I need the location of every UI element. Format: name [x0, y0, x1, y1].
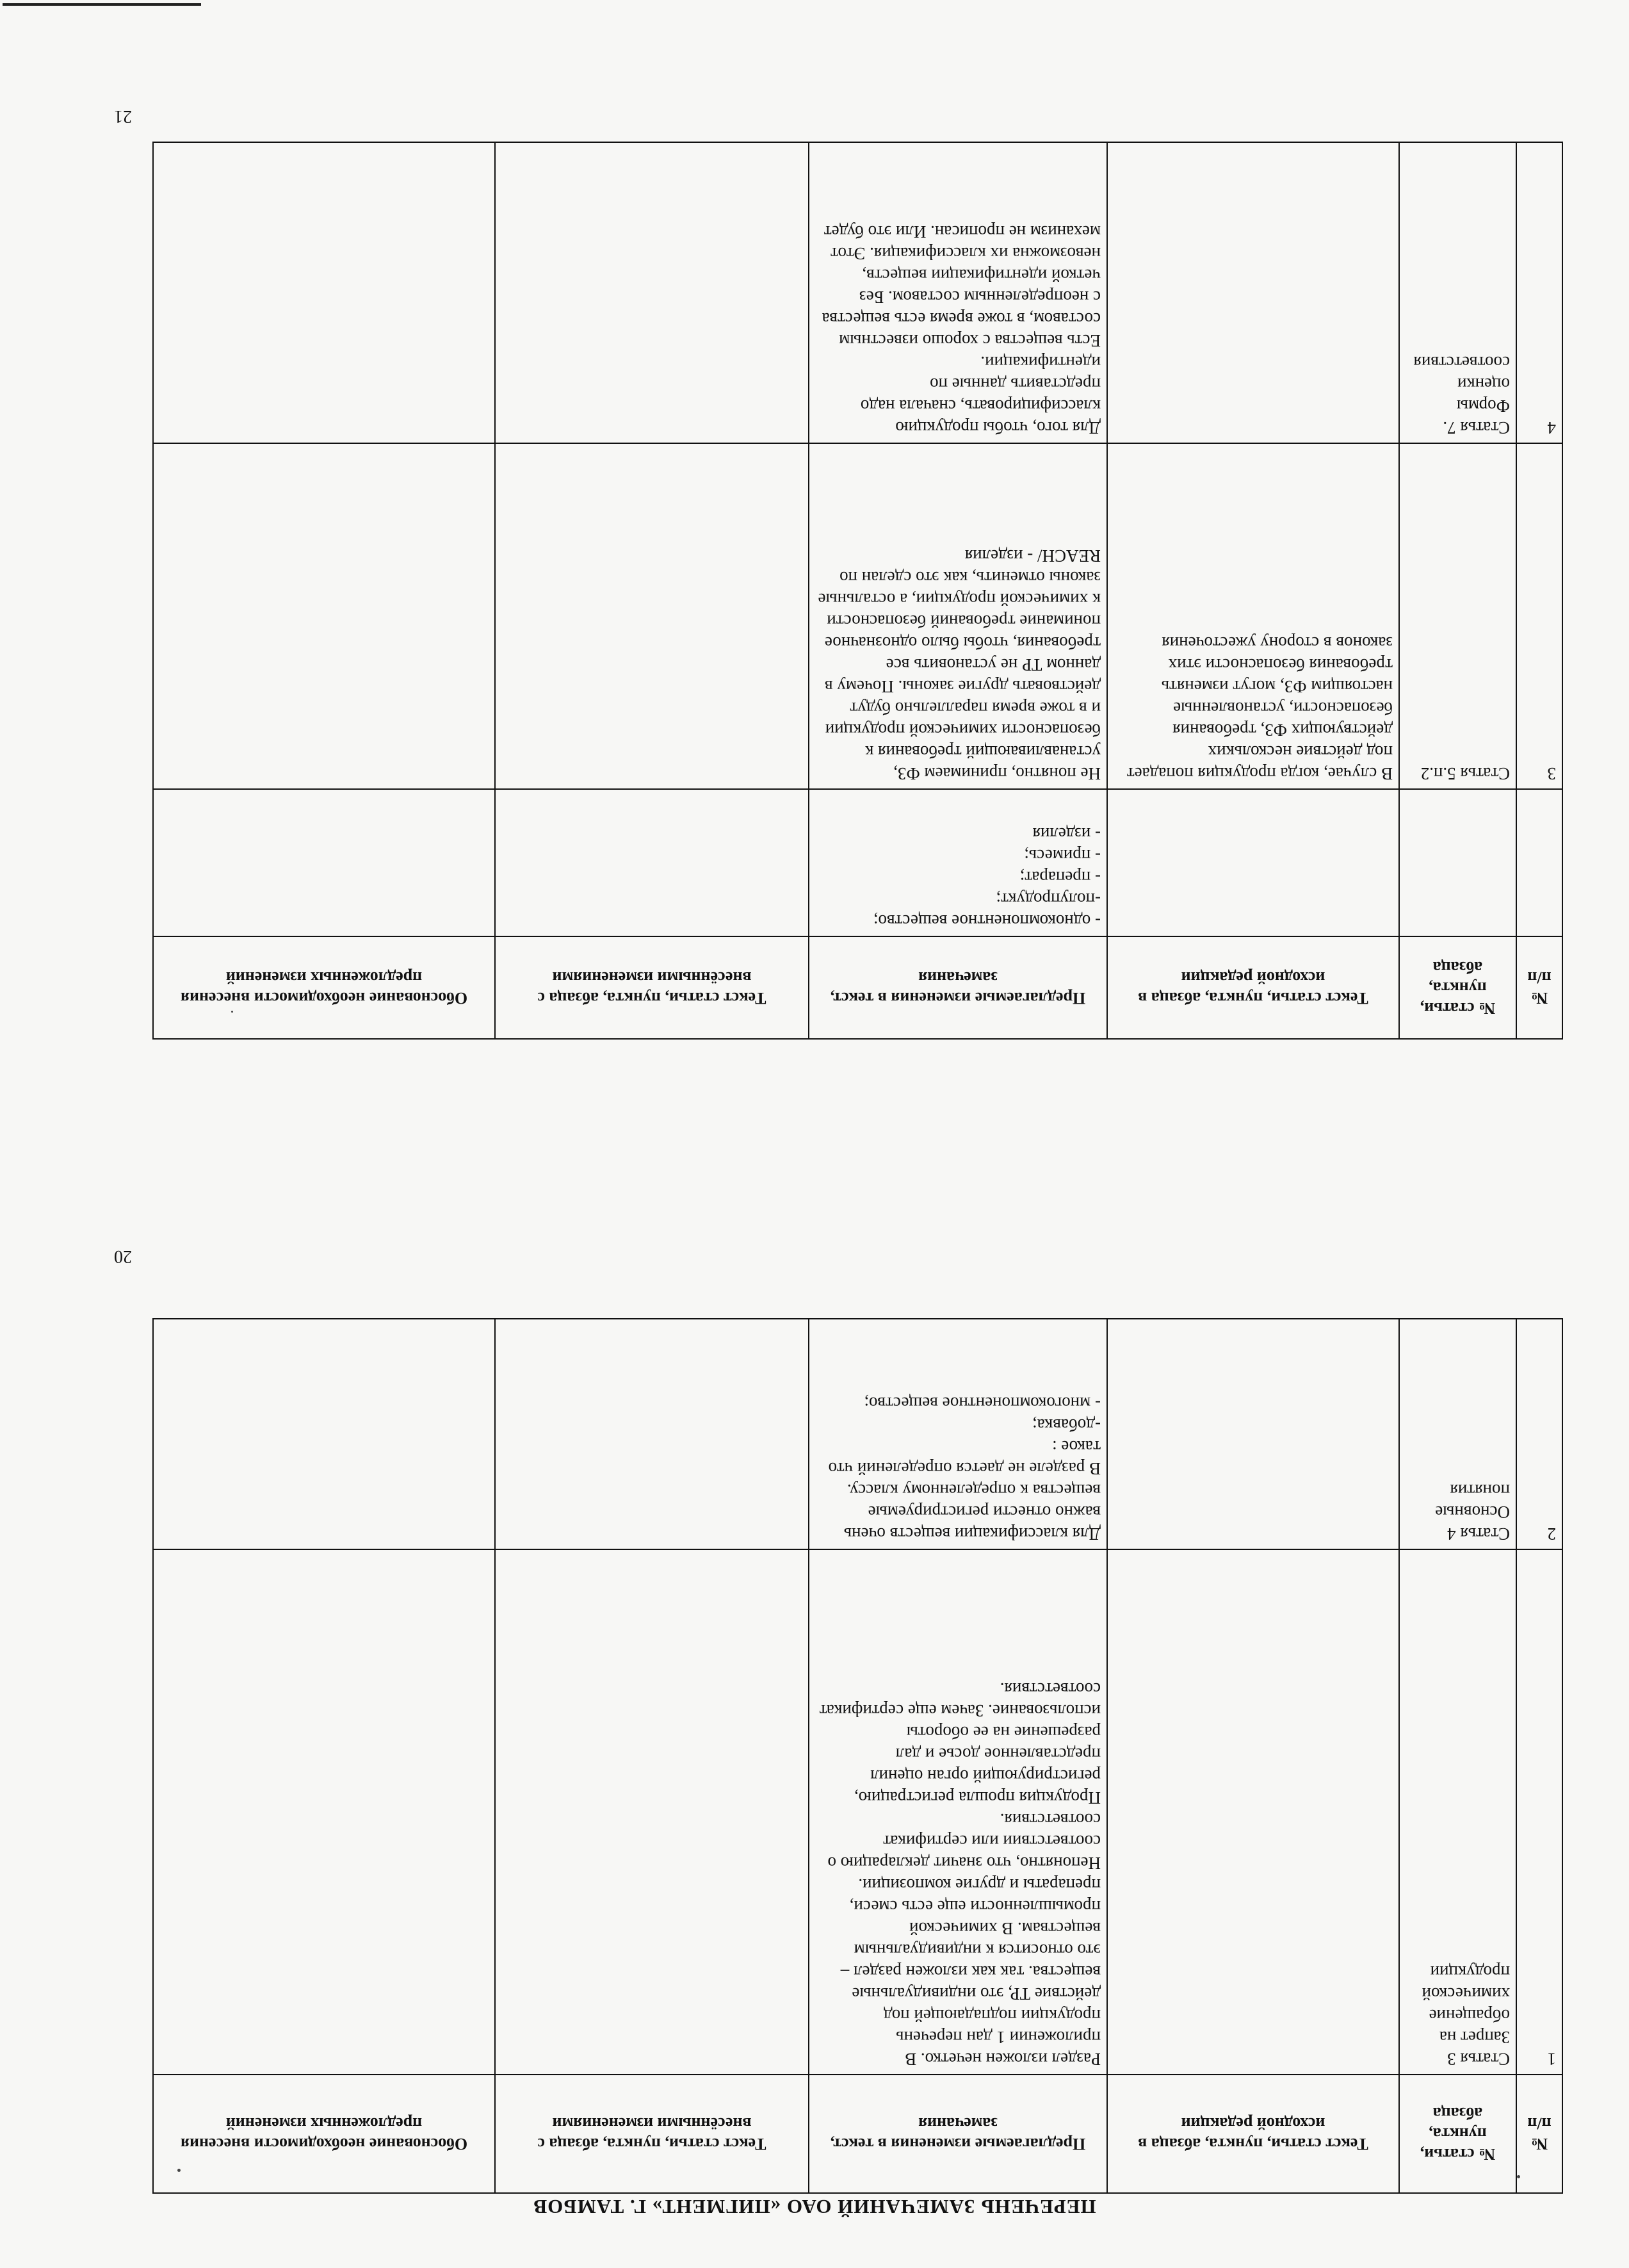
table-row [153, 1549, 1562, 2075]
header-justification: Обоснование необходимости внесения предложенных изменений [153, 936, 495, 1039]
row-article: Статья 3 Запрет на обращение химической продукции [1399, 1549, 1516, 2075]
header-original: Текст статьи, пункта, абзаца в исходной редакции [1107, 2075, 1399, 2193]
row-justification [153, 789, 495, 936]
header-proposal: Предлагаемые изменения в текст, замечания [809, 936, 1107, 1039]
header-original: Текст статьи, пункта, абзаца в исходной редакции [1107, 936, 1399, 1039]
table-row [153, 142, 1562, 443]
row-proposal: - однокомпонентное вещество; -полупродукт; - препарат; - примесь; - изделия [809, 789, 1107, 936]
row-num: 4 [1516, 142, 1562, 443]
row-amended [495, 443, 809, 789]
row-amended [495, 1549, 809, 2075]
header-proposal: Предлагаемые изменения в текст, замечания [809, 2075, 1107, 2193]
row-original [1107, 1549, 1399, 2075]
row-proposal: Для того, чтобы продукцию классифицировать, сначала надо представить данные по идентификации. Есть вещества с хорошо известным составом, в тоже время есть вещества с неопределенным составом. Без четкой идентификации веществ, невозможна их классификация. Этот механизм не прописан. Или это будет [809, 142, 1107, 443]
header-num: № п/п [1516, 2075, 1562, 2193]
row-original [1107, 142, 1399, 443]
row-original: В случае, когда продукция попадает под действие нескольких действующих ФЗ, требования безопасности, установленные настоящим ФЗ, могут изменять требования безопасности этих законов в сторону ужесточения [1107, 443, 1399, 789]
document-title: ПЕРЕЧЕНЬ ЗАМЕЧАНИЙ ОАО «ПИГМЕНТ» Г. ТАМБОВ [533, 2196, 1096, 2218]
header-justification: Обоснование необходимости внесения предложенных изменений [153, 2075, 495, 2193]
row-article: Статья 4 Основные понятия [1399, 1319, 1516, 1549]
remarks-table-page-20 [152, 1318, 1563, 2194]
row-amended [495, 1319, 809, 1549]
row-amended [495, 142, 809, 443]
scan-edge-line [3, 3, 201, 6]
row-num: 2 [1516, 1319, 1562, 1549]
row-justification [153, 1549, 495, 2075]
row-proposal: Для классификации веществ очень важно отнести регистрируемые вещества к определенному классу. В разделе не дается определений что такое : -добавка; - многокомпонентное вещество; [809, 1319, 1107, 1549]
row-num [1516, 789, 1562, 936]
row-original [1107, 789, 1399, 936]
row-justification [153, 1319, 495, 1549]
table-header-row [153, 936, 1562, 1039]
table-header-row [153, 2075, 1562, 2193]
table-row [153, 443, 1562, 789]
row-num: 1 [1516, 1549, 1562, 2075]
row-article: Статья 7. Формы оценки соответствия [1399, 142, 1516, 443]
header-amended: Текст статьи, пункта, абзаца с внесёнными изменениями [495, 2075, 809, 2193]
header-amended: Текст статьи, пункта, абзаца с внесёнными изменениями [495, 936, 809, 1039]
row-proposal: Раздел изложен нечетко. В приложении 1 дан перечень продукции подпадающей под действие ТР, это индивидуальные вещества. так как изложен раздел – это относится к индивидуальным веществам. В химической промышленности еще есть смеси, препараты и другие композиции. Непонятно, что значит декларацию о соответствии или сертификат соответствия. Продукция прошла регистрацию, регистрирующий орган оценил представленное досье и дал разрешение на ее обороты использование. Зачем еще сертификат соответствия. [809, 1549, 1107, 2075]
header-article: № статьи, пункта, абзаца [1399, 2075, 1516, 2193]
header-num: № п/п [1516, 936, 1562, 1039]
row-article: Статья 5.п.2 [1399, 443, 1516, 789]
table-row [153, 789, 1562, 936]
page-number: 20 [114, 1246, 132, 1266]
row-num: 3 [1516, 443, 1562, 789]
row-article [1399, 789, 1516, 936]
table-row [153, 1319, 1562, 1549]
row-original [1107, 1319, 1399, 1549]
page-number: 21 [114, 106, 132, 126]
row-proposal: Не понятно, принимаем ФЗ, устанавливающий требования к безопасности химической продукции и в тоже время параллельно будут действовать другие законы. Почему в данном ТР не установить все требования, чтобы было однозначное понимание требований безопасности к химической продукции, а остальные законы отменить, как это сделан по REACH/ - изделия [809, 443, 1107, 789]
row-justification [153, 443, 495, 789]
row-justification [153, 142, 495, 443]
remarks-table-page-21 [152, 142, 1563, 1040]
header-article: № статьи, пункта, абзаца [1399, 936, 1516, 1039]
row-amended [495, 789, 809, 936]
